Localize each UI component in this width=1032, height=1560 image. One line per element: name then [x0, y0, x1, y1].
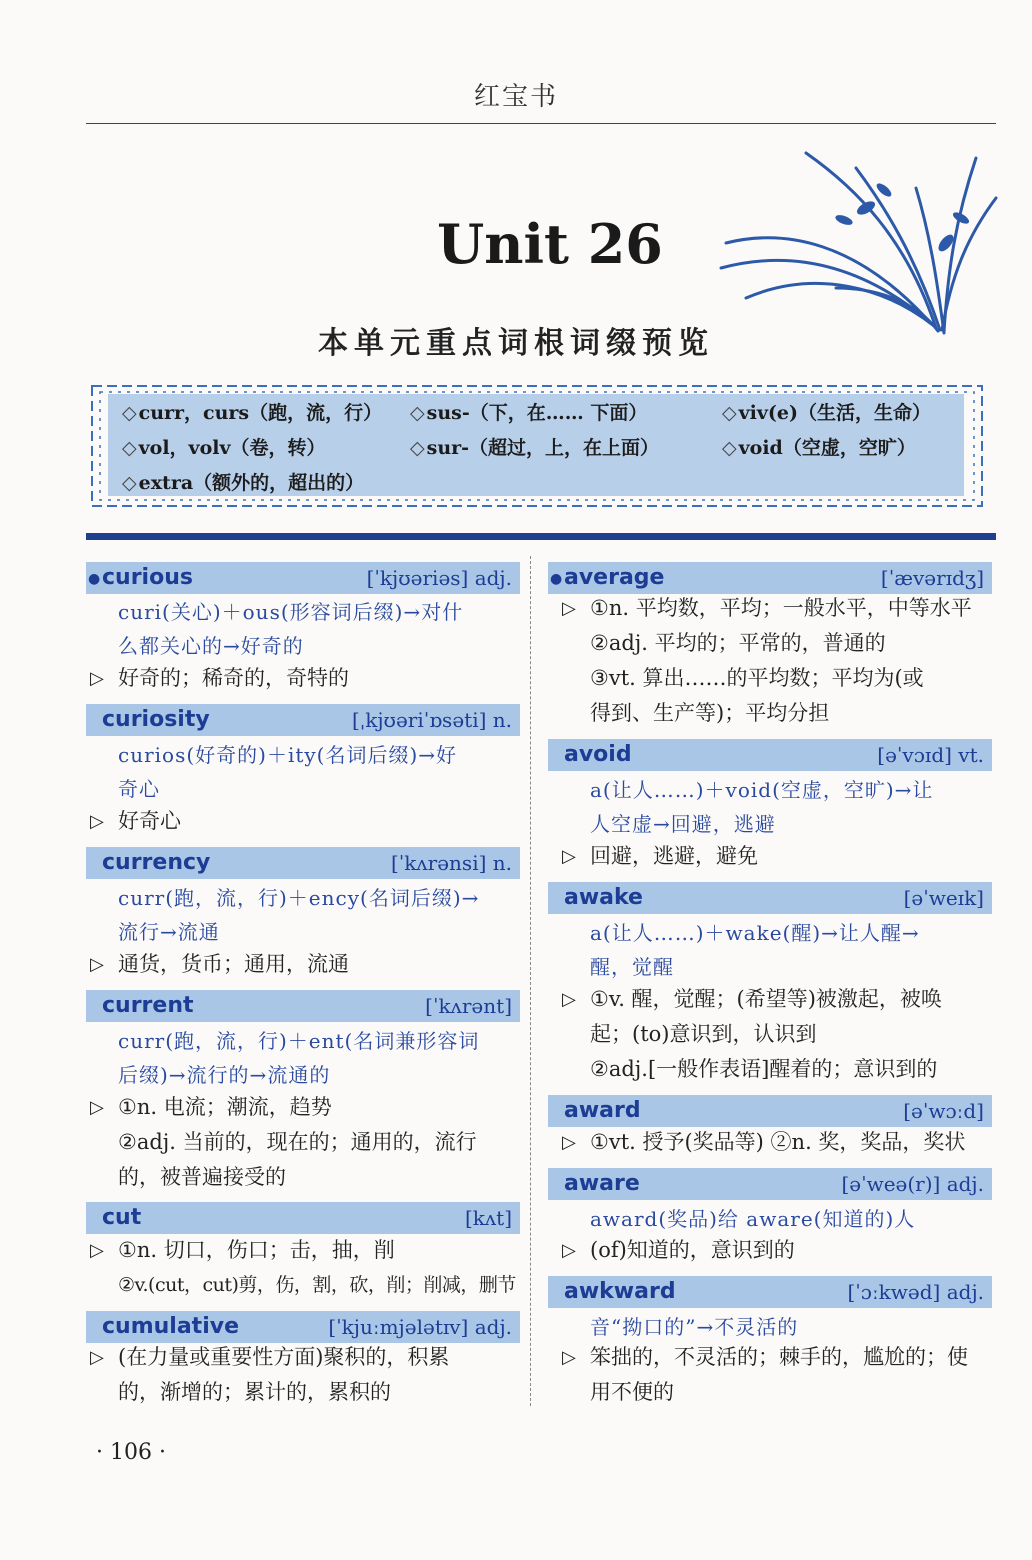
entry-current [86, 990, 520, 1022]
headword: awkward [564, 1279, 676, 1304]
entry-currency [86, 847, 520, 879]
definition-line: ▷ 好奇心 [118, 804, 181, 839]
entry-cut [86, 1202, 520, 1234]
definition-line: ▷ 通货，货币；通用，流通 [118, 947, 349, 982]
triangle-bullet-icon: ▷ [562, 1132, 576, 1153]
phonetic: [əˈwɔːd] [903, 1099, 984, 1123]
triangle-bullet-icon: ▷ [562, 1240, 576, 1261]
headword: aware [564, 1171, 640, 1196]
phonetic: [ˈkʌrənt] [425, 994, 512, 1018]
orchid-illustration [716, 148, 1001, 338]
etymology-line: 人空虚→回避，逃避 [590, 812, 776, 836]
definition-line: ▷ ①vt. 授予(奖品等) ②n. 奖，奖品，奖状 [590, 1125, 965, 1160]
section-rule [86, 533, 996, 540]
definition-line: 的，被普遍接受的 [118, 1165, 286, 1189]
etymology-line: curios(好奇的)＋ity(名词后缀)→好 [118, 743, 458, 767]
definition-line: ▷ 好奇的；稀奇的，奇特的 [118, 661, 349, 696]
preview-title: 本单元重点词根词缀预览 [318, 326, 714, 361]
definition-line: ▷ 回避，逃避，避免 [590, 839, 758, 874]
entry-cumulative [86, 1311, 520, 1343]
etymology-line: 奇心 [118, 777, 160, 801]
triangle-bullet-icon: ▷ [562, 989, 576, 1010]
headword: current [102, 993, 194, 1018]
triangle-bullet-icon: ▷ [90, 954, 104, 975]
affix-item: ◇ extra（额外的，超出的） [122, 472, 365, 494]
affix-item: ◇ viv(e)（生活，生命） [722, 402, 932, 424]
affix-item: ◇ sus-（下，在…… 下面） [410, 402, 648, 424]
triangle-bullet-icon: ▷ [90, 1347, 104, 1368]
affix-item: ◇ sur-（超过，上，在上面） [410, 437, 660, 459]
definition-line: ▷ ①v. 醒，觉醒；(希望等)被激起，被唤 [590, 982, 942, 1017]
triangle-bullet-icon: ▷ [90, 1240, 104, 1261]
definition-line: ▷ (of)知道的，意识到的 [590, 1233, 795, 1268]
definition-line: ②adj.[一般作表语]醒着的；意识到的 [590, 1057, 938, 1081]
definition-line: 用不便的 [590, 1380, 674, 1404]
etymology-line: 后缀)→流行的→流通的 [118, 1063, 331, 1087]
etymology-line: curi(关心)＋ous(形容词后缀)→对什 [118, 600, 464, 624]
phonetic: [əˈweə(r)] adj. [841, 1172, 984, 1196]
entry-aware [548, 1168, 992, 1200]
phonetic: [kʌt] [464, 1206, 512, 1230]
definition-line: ▷ ①n. 电流；潮流，趋势 [118, 1090, 332, 1125]
triangle-bullet-icon: ▷ [90, 1097, 104, 1118]
page-number: · 106 · [96, 1440, 166, 1465]
definition-line: ②v.(cut，cut)剪，伤，割，砍，削；削减，删节 [118, 1274, 516, 1296]
entry-awake [548, 882, 992, 914]
phonetic: [əˈweɪk] [903, 886, 984, 910]
headword: ● average [564, 562, 664, 594]
triangle-bullet-icon: ▷ [562, 846, 576, 867]
definition-line: ②adj. 平均的；平常的，普通的 [590, 631, 886, 655]
definition-line: ▷ ①n. 平均数，平均；一般水平，中等水平 [590, 591, 972, 626]
entry-average [548, 562, 992, 594]
affix-item: ◇ vol，volv（卷，转） [122, 437, 326, 459]
triangle-bullet-icon: ▷ [562, 1347, 576, 1368]
phonetic: [əˈvɔɪd] vt. [877, 743, 984, 767]
entry-award [548, 1095, 992, 1127]
affix-item: ◇ void（空虚，空旷） [722, 437, 916, 459]
headword: avoid [564, 742, 632, 767]
entry-awkward [548, 1276, 992, 1308]
phonetic: [ˈkjuːmjələtɪv] adj. [328, 1315, 512, 1339]
triangle-bullet-icon: ▷ [562, 598, 576, 619]
etymology-line: 醒，觉醒 [590, 955, 674, 979]
etymology-line: a(让人……)＋void(空虚，空旷)→让 [590, 778, 934, 802]
affix-item: ◇ curr，curs（跑，流，行） [122, 402, 383, 424]
headword: cut [102, 1205, 142, 1230]
unit-title: Unit 26 [437, 212, 663, 276]
header-rule [86, 123, 996, 124]
phonetic: [ˈkjʊəriəs] adj. [366, 566, 512, 590]
entry-curiosity [86, 704, 520, 736]
headword: award [564, 1098, 641, 1123]
phonetic: [ˌkjʊəriˈɒsəti] n. [351, 708, 512, 732]
etymology-line: a(让人……)＋wake(醒)→让人醒→ [590, 921, 920, 945]
definition-line: 的，渐增的；累计的，累积的 [118, 1380, 391, 1404]
headword: currency [102, 850, 211, 875]
entry-curious [86, 562, 520, 594]
definition-line: 起；(to)意识到，认识到 [590, 1022, 817, 1046]
etymology-line: 么都关心的→好奇的 [118, 634, 304, 658]
triangle-bullet-icon: ▷ [90, 668, 104, 689]
phonetic: [ˈkʌrənsi] n. [390, 851, 512, 875]
definition-line: ②adj. 当前的，现在的；通用的，流行 [118, 1130, 477, 1154]
etymology-line: curr(跑，流，行)＋ency(名词后缀)→ [118, 886, 480, 910]
headword: awake [564, 885, 643, 910]
entry-avoid [548, 739, 992, 771]
definition-line: 得到、生产等)；平均分担 [590, 701, 830, 725]
definition-line: ③vt. 算出……的平均数；平均为(或 [590, 666, 924, 690]
book-title: 红宝书 [473, 82, 558, 112]
phonetic: [ˈævərɪdʒ] [880, 566, 984, 590]
definition-line: ▷ ①n. 切口，伤口；击，抽，削 [118, 1233, 395, 1268]
affix-preview-panel [88, 382, 986, 510]
etymology-line: award(奖品)给 aware(知道的)人 [590, 1207, 916, 1231]
phonetic: [ˈɔːkwəd] adj. [847, 1280, 984, 1304]
definition-line: ▷ 笨拙的，不灵活的；棘手的，尴尬的；使 [590, 1340, 968, 1375]
headword: ● curious [102, 562, 193, 594]
headword: curiosity [102, 707, 210, 732]
definition-line: ▷ (在力量或重要性方面)聚积的，积累 [118, 1340, 449, 1375]
etymology-line: 音“拗口的”→不灵活的 [590, 1315, 799, 1339]
etymology-line: curr(跑，流，行)＋ent(名词兼形容词 [118, 1029, 480, 1053]
etymology-line: 流行→流通 [118, 920, 220, 944]
headword: cumulative [102, 1314, 239, 1339]
triangle-bullet-icon: ▷ [90, 811, 104, 832]
column-divider [530, 556, 531, 1406]
